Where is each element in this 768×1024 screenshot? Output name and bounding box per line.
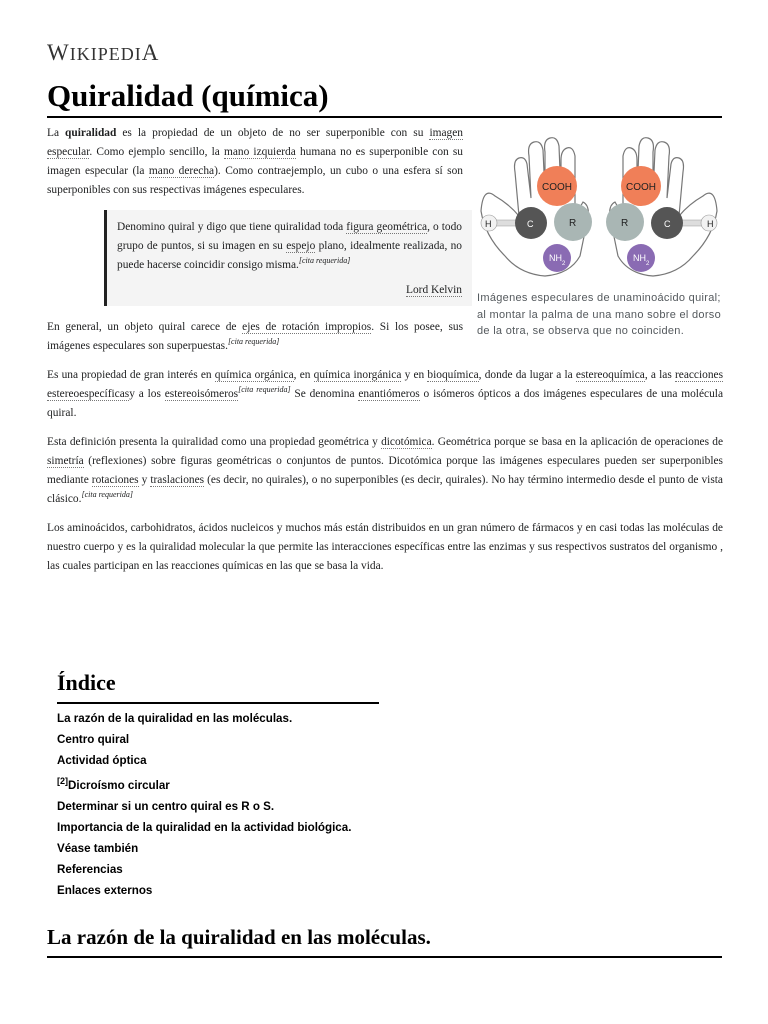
text: , en	[293, 369, 314, 381]
table-of-contents	[57, 668, 379, 901]
chirality-figure	[475, 126, 723, 340]
label-r-left: R	[569, 218, 577, 229]
link-quimica-organica[interactable]: química orgánica	[214, 369, 294, 381]
link-rotaciones[interactable]: rotaciones	[91, 474, 139, 486]
label-c-left: C	[527, 219, 534, 229]
text: y	[138, 474, 151, 486]
link-figura-geometrica[interactable]: figura geométrica	[346, 221, 428, 233]
wikipedia-logo[interactable]	[47, 40, 159, 66]
label-cooh-left: COOH	[542, 182, 572, 193]
toc-item[interactable]: La razón de la quiralidad en las moléculas.	[57, 712, 293, 725]
article-body	[47, 124, 723, 586]
label-cooh-right: COOH	[626, 182, 656, 193]
kelvin-quote	[104, 210, 472, 306]
toc-item[interactable]: Determinar si un centro quiral es R o S.	[57, 799, 275, 813]
paragraph-3	[47, 366, 723, 423]
right-molecule	[606, 166, 717, 272]
label-h-right: H	[707, 219, 714, 229]
text: Esta definición presenta la quiralidad como una propiedad geométrica y	[47, 436, 382, 448]
text: , o todo grupo de puntos, si su imagen en su	[117, 221, 462, 252]
logo-ikipedi: IKIPEDI	[69, 44, 142, 64]
paragraph-5: Los aminoácidos, carbohidratos, ácidos nucleicos y muchos más están distribuidos en un gran número de fármacos y en casi todas las moléculas de nuestro cuerpo y es la quiralidad molecular la que permite las interacciones específicas entre las enzimas y sus respectivos sustratos del organismo , las cuales participan en las reacciones químicas en las que se basa la vida.	[47, 522, 723, 572]
label-h-left: H	[485, 219, 492, 229]
text: humana no es superponible con su imagen especular (la	[47, 146, 464, 177]
toc-item[interactable]: Importancia de la quiralidad en la actividad biológica.	[57, 820, 352, 834]
text: (es decir, no quirales), o no superponibles (es decir, quirales). No hay término intermedio desde el punto de vista clásico.	[47, 474, 723, 505]
citation-needed[interactable]: [cita requerida]	[81, 490, 133, 500]
toc-list	[57, 708, 379, 901]
text: plano, idealmente realizada, no puede hacerse coincidir consigo misma.	[117, 240, 462, 271]
label-sub-right: 2	[646, 261, 650, 267]
toc-item-label: Dicroísmo circular	[68, 778, 170, 792]
text: . Como ejemplo sencillo, la	[89, 146, 224, 158]
label-nh-right: NH	[633, 253, 646, 263]
text: es la propiedad de un objeto de no ser superponible con su	[116, 127, 430, 139]
label-c-right: C	[664, 219, 671, 229]
text: La	[47, 127, 66, 139]
page-title: Quiralidad (química)	[47, 78, 722, 118]
label-r-right: R	[621, 218, 629, 229]
text: (reflexiones) sobre figuras geométricas o conjuntos de puntos. Dicotómica porque las imágenes especulares pueden ser superponibles mediante	[47, 455, 723, 486]
section-heading: La razón de la quiralidad en las moléculas.	[47, 922, 722, 958]
toc-heading: Índice	[57, 668, 379, 704]
link-mano-derecha[interactable]: mano derecha	[148, 165, 215, 177]
link-lord-kelvin[interactable]: Lord Kelvin	[406, 284, 462, 296]
text: y a los	[129, 388, 165, 400]
toc-item[interactable]: Centro quiral	[57, 733, 130, 746]
reference-marker[interactable]: [2]	[57, 776, 68, 786]
text: o isómeros ópticos a dos imágenes especulares de una molécula quiral.	[47, 388, 723, 419]
toc-item-with-ref[interactable]	[57, 771, 379, 796]
link-bioquimica[interactable]: bioquímica	[427, 369, 479, 381]
link-simetria[interactable]: simetría	[47, 455, 84, 467]
left-molecule	[481, 166, 592, 272]
link-enantiomeros[interactable]: enantiómeros	[358, 388, 420, 400]
link-estereoisomeros[interactable]: estereoisómeros	[164, 388, 239, 400]
citation-needed[interactable]: [cita requerida]	[227, 337, 280, 347]
logo-a: A	[141, 40, 160, 65]
text: ). Como contraejemplo, un cubo o una esfera sí son superponibles con sus respectivas imágenes especulares.	[47, 165, 463, 196]
toc-item[interactable]: Enlaces externos	[57, 883, 153, 897]
text: Denomino quiral y digo que tiene quiralidad toda	[117, 221, 347, 233]
link-ejes-rotacion[interactable]: ejes de rotación impropios	[242, 321, 372, 333]
toc-item[interactable]: Referencias	[57, 862, 123, 876]
text: . Si los posee, sus imágenes especulares son superpuestas.	[47, 321, 464, 352]
logo-w: W	[47, 40, 70, 65]
toc-item[interactable]: Véase también	[57, 841, 139, 855]
link-espejo[interactable]: espejo	[286, 240, 316, 252]
text: Es una propiedad de gran interés en	[47, 369, 215, 381]
text: Se denomina	[290, 388, 359, 400]
text: , a las	[644, 369, 675, 381]
chirality-hands-image[interactable]	[475, 126, 723, 286]
label-sub-left: 2	[562, 261, 566, 267]
link-mano-izquierda[interactable]: mano izquierda	[223, 146, 296, 158]
link-estereoquimica[interactable]: estereoquímica	[575, 369, 645, 381]
text: , donde da lugar a la	[478, 369, 576, 381]
citation-needed[interactable]: [cita requerida]	[298, 256, 351, 266]
text: . Geométrica porque se basa en la aplicación de operaciones de	[431, 436, 723, 448]
link-quimica-inorganica[interactable]: química inorgánica	[313, 369, 402, 381]
link-traslaciones[interactable]: traslaciones	[150, 474, 205, 486]
link-imagen-especular[interactable]: imagen especular	[47, 127, 463, 158]
text: En general, un objeto quiral carece de	[47, 321, 243, 333]
bold-term: quiralidad	[65, 127, 117, 139]
paragraph-4	[47, 433, 723, 509]
label-nh-left: NH	[549, 253, 562, 263]
text: y en	[401, 369, 428, 381]
link-reacciones-estereoespecificas[interactable]: reacciones estereoespecíficas	[47, 369, 724, 400]
citation-needed[interactable]: [cita requerida]	[238, 385, 291, 395]
figure-caption: Imágenes especulares de unaminoácido quiral; al montar la palma de una mano sobre el dorso de la otra, se observa que no coinciden.	[477, 292, 722, 337]
toc-item[interactable]: Actividad óptica	[57, 754, 147, 767]
link-dicotomica[interactable]: dicotómica	[381, 436, 432, 448]
